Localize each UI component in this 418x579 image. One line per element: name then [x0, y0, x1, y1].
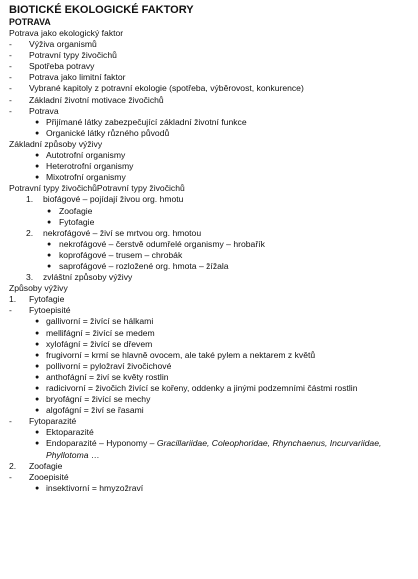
bullet-icon: ●: [35, 329, 40, 337]
list-item: ● koprofágové – trusem – chrobák: [47, 249, 183, 260]
list-item: - Základní životní motivace živočichů: [9, 94, 164, 105]
list-item: ● algofágní = živí se řasami: [35, 405, 144, 416]
list-item: - Fytoepisité: [9, 305, 71, 316]
list-item: - Potrava: [9, 105, 59, 116]
bullet-icon: ●: [35, 407, 40, 415]
list-item: ● mellifágní = živící se medem: [35, 327, 155, 338]
bullet-icon: ●: [47, 207, 52, 215]
bullet-icon: ●: [35, 152, 40, 160]
list-item: - Potrava jako limitní faktor: [9, 72, 126, 83]
list-item: ● frugivorní = krmí se hlavně ovocem, ale také pylem a nektarem z květů: [35, 349, 316, 360]
bullet-icon: ●: [35, 373, 40, 381]
document-title: BIOTICKÉ EKOLOGICKÉ FAKTORY: [9, 4, 194, 16]
section-heading: Základní způsoby výživy: [9, 138, 103, 149]
list-item: ● Zoofagie: [47, 205, 93, 216]
bullet-icon: ●: [35, 129, 40, 137]
list-item: ● insektivorní = hmyzožraví: [35, 482, 144, 493]
document-page: [9, 3, 414, 494]
list-item: - Výživa organismů: [9, 39, 97, 50]
numbered-item: 1. Fytofagie: [9, 294, 65, 305]
list-item: ● Fytofagie: [47, 216, 95, 227]
list-item: ● Mixotrofní organismy: [35, 172, 126, 183]
list-item: - Potravní typy živočichů: [9, 50, 117, 61]
list-item: - Vybrané kapitoly z potravní ekologie (spotřeba, výběrovost, konkurence): [9, 83, 304, 94]
bullet-icon: ●: [35, 396, 40, 404]
list-item: ● Heterotrofní organismy: [35, 161, 134, 172]
bullet-icon: ●: [35, 118, 40, 126]
list-item: ● nekrofágové – čerstvě odumřelé organismy – hrobařík: [47, 238, 265, 249]
bullet-icon: ●: [35, 318, 40, 326]
bullet-icon: ●: [35, 440, 40, 448]
list-item: [9, 438, 414, 449]
list-item: - Spotřeba potravy: [9, 61, 95, 72]
bullet-icon: ●: [35, 385, 40, 392]
list-item: - Zooepisité: [9, 471, 69, 482]
bullet-icon: ●: [47, 240, 52, 248]
list-item: ● Přijímané látky zabezpečující základní životní funkce: [35, 116, 247, 127]
list-item: ● bryofágní = živící se mechy: [35, 394, 151, 405]
bullet-icon: ●: [35, 351, 40, 359]
section-heading: Potravní typy živočichůPotravní typy živočichů: [9, 183, 185, 194]
bullet-icon: ●: [47, 251, 52, 259]
bullet-icon: ●: [35, 340, 40, 348]
list-item: - Fytoparazité: [9, 416, 77, 427]
endoparazite-text: Endoparazité – Hyponomy – Gracillariidae, Coleophoridae, Rhynchaenus, Incurvariidae,: [46, 438, 382, 449]
numbered-item: 2. nekrofágové – živí se mrtvou org. hmotou: [26, 227, 202, 238]
bullet-icon: ●: [35, 484, 40, 492]
bullet-icon: ●: [47, 218, 52, 226]
bullet-icon: ●: [47, 262, 52, 270]
list-item: ● pollivorní = pyložraví živočichové: [35, 360, 172, 371]
numbered-item: 3. zvláštní způsoby výživy: [26, 272, 133, 283]
list-item: ● gallivorní = živící se hálkami: [35, 316, 154, 327]
list-item: ● Organické látky různého původů: [35, 127, 170, 138]
list-item: ● Ektoparazité: [35, 427, 94, 438]
bullet-icon: ●: [35, 163, 40, 171]
list-item: ● radicivorní = živočich živící se kořeny, oddenky a jinými podzemními částmi rostlin: [35, 383, 358, 393]
numbered-item: 2. Zoofagie: [9, 460, 63, 471]
intro-line: Potrava jako ekologický faktor: [9, 28, 124, 38]
bullet-icon: ●: [35, 429, 40, 437]
list-item: ● xylofágní = živící se dřevem: [35, 338, 153, 349]
numbered-item: 1. biofágové – pojídají živou org. hmotu: [26, 194, 184, 205]
list-item: ● Autotrofní organismy: [35, 150, 126, 161]
section-heading: Způsoby výživy: [9, 283, 68, 294]
list-item: ● saprofágové – rozložené org. hmota – žížala: [47, 260, 229, 271]
list-item-continuation: Phyllotoma …: [46, 449, 100, 460]
bullet-icon: ●: [35, 362, 40, 370]
list-item: ● anthofágní = živí se květy rostlin: [35, 371, 169, 382]
bullet-icon: ●: [35, 174, 40, 182]
section-subtitle: POTRAVA: [9, 17, 51, 27]
